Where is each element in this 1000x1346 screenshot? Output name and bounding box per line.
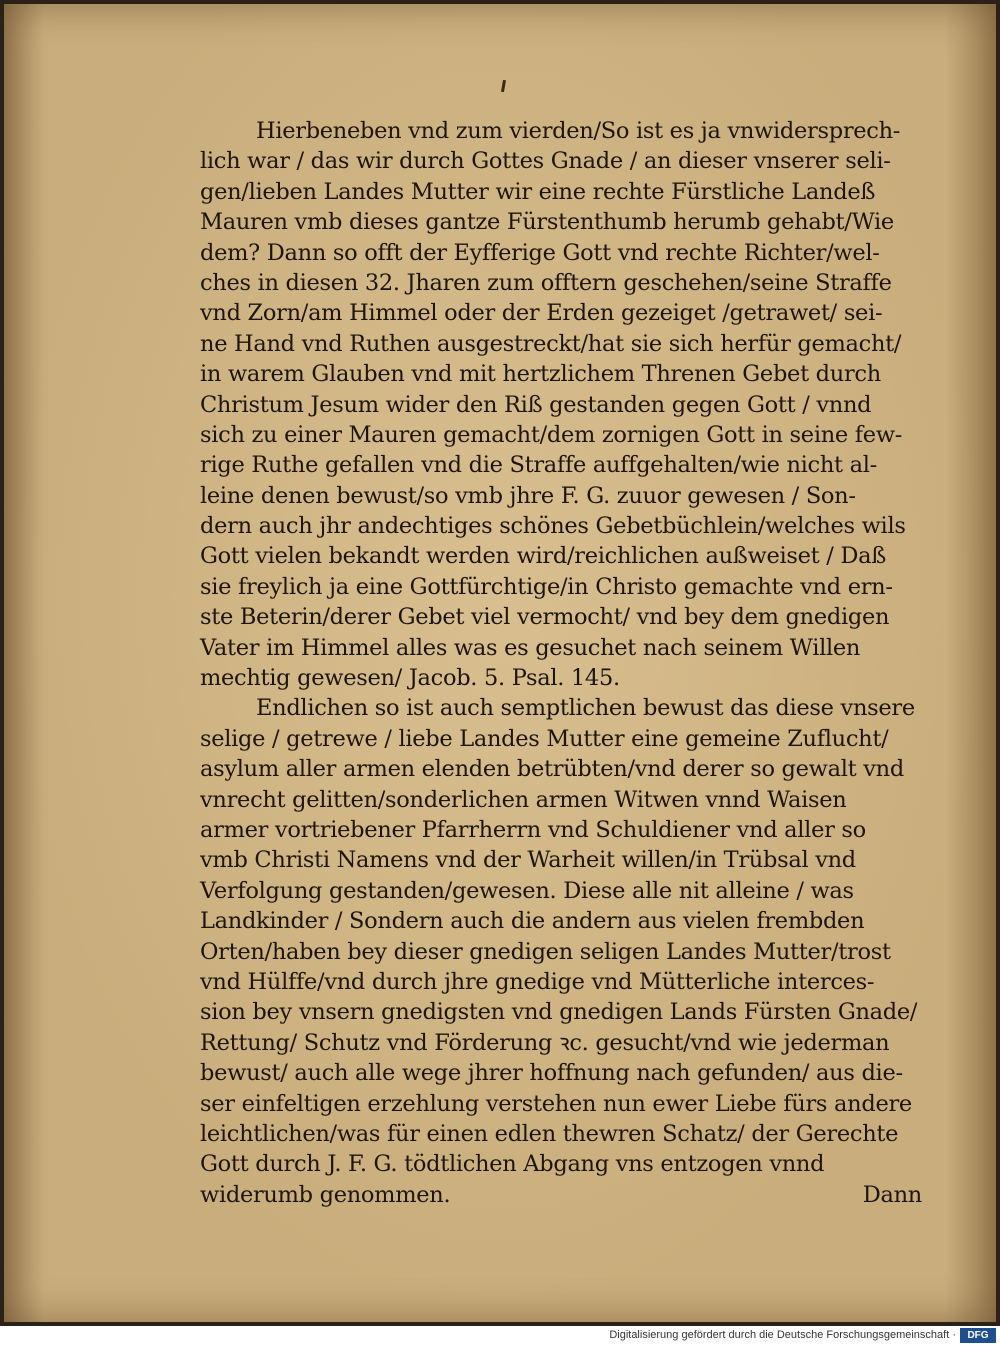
text-line: selige / getrewe / liebe Landes Mutter eine gemeine Zuflucht/	[200, 725, 889, 752]
text-line: Christum Jesum wider den Riß gestanden gegen Gott / vnnd	[200, 391, 872, 418]
text-line: ste Beterin/derer Gebet viel vermocht/ vnd bey dem gnedigen	[200, 604, 890, 631]
text-line: Landkinder / Sondern auch die andern aus vielen frembden	[200, 908, 865, 935]
text-line: vnd Hülffe/vnd durch jhre gnedige vnd Mütterliche interces-	[200, 968, 875, 995]
text-line: ser einfeltigen erzehlung verstehen nun ewer Liebe fürs andere	[200, 1090, 912, 1117]
text-line: sich zu einer Mauren gemacht/dem zornigen Gott in seine few-	[200, 421, 903, 448]
text-line: sion bey vnsern gnedigsten vnd gnedigen Lands Fürsten Gnade/	[200, 999, 918, 1026]
text-line-last	[200, 1180, 926, 1210]
footer-bar	[0, 1326, 1000, 1346]
funding-credit: Digitalisierung gefördert durch die Deutsche Forschungsgemeinschaft ·	[609, 1329, 956, 1341]
text-line: vmb Christi Namens vnd der Warheit willen/in Trübsal vnd	[200, 847, 856, 874]
text-line: Vater im Himmel alles was es gesuchet nach seinem Willen	[200, 634, 861, 661]
text-line: vnd Zorn/am Himmel oder der Erden gezeiget /getrawet/ sei-	[200, 300, 883, 327]
book-page	[4, 4, 996, 1322]
text-line: bewust/ auch alle wege jhrer hoffnung nach gefunden/ aus die-	[200, 1060, 903, 1087]
text-line: gen/lieben Landes Mutter wir eine rechte Fürstliche Landeß	[200, 178, 876, 205]
text-line: leichtlichen/was für einen edlen thewren Schatz/ der Gerechte	[200, 1120, 899, 1147]
text-line: lich war / das wir durch Gottes Gnade / an dieser vnserer seli-	[200, 148, 891, 175]
text-line: mechtig gewesen/ Jacob. 5. Psal. 145.	[200, 665, 620, 692]
text-line: Verfolgung gestanden/gewesen. Diese alle nit alleine / was	[200, 877, 854, 904]
text-line: dem? Dann so offt der Eyfferige Gott vnd rechte Richter/wel-	[200, 239, 880, 266]
text-line: leine denen bewust/so vmb jhre F. G. zuuor gewesen / Son-	[200, 482, 856, 509]
text-line: rige Ruthe gefallen vnd die Straffe auffgehalten/wie nicht al-	[200, 452, 877, 479]
text-line: ches in diesen 32. Jharen zum offtern geschehen/seine Straffe	[200, 269, 892, 296]
text-line: Hierbeneben vnd zum vierden/So ist es ja vnwidersprech-	[256, 118, 901, 144]
text-line: sie freylich ja eine Gottfürchtige/in Christo gemachte vnd ern-	[200, 573, 893, 600]
text-line: armer vortriebener Pfarrherrn vnd Schuldiener vnd aller so	[200, 816, 866, 843]
text-line: Gott durch J. F. G. tödtlichen Abgang vns entzogen vnnd	[200, 1151, 825, 1178]
text-line: in warem Glauben vnd mit hertzlichem Threnen Gebet durch	[200, 361, 881, 388]
text-line: vnrecht gelitten/sonderlichen armen Witwen vnnd Waisen	[200, 786, 847, 813]
text-line: Endlichen so ist auch semptlichen bewust das diese vnsere	[256, 695, 915, 722]
text-line: ne Hand vnd Ruthen ausgestreckt/hat sie sich herfür gemacht/	[200, 330, 902, 357]
text-line: Orten/haben bey dieser gnedigen seligen Landes Mutter/trost	[200, 938, 891, 965]
text-line: Rettung/ Schutz vnd Förderung ꝛc. gesucht/vnd wie jederman	[200, 1029, 890, 1056]
catchword: Dann	[862, 1181, 922, 1208]
text-line: Mauren vmb dieses gantze Fürstenthumb herumb gehabt/Wie	[200, 209, 894, 236]
page-mark	[501, 80, 506, 92]
dfg-logo: DFG	[960, 1328, 996, 1343]
text-line: Gott vielen bekandt werden wird/reichlichen außweiset / Daß	[200, 543, 886, 570]
body-text	[200, 116, 926, 1210]
text-line-last-content: widerumb genommen.	[200, 1181, 451, 1208]
text-line: asylum aller armen elenden betrübten/vnd derer so gewalt vnd	[200, 756, 904, 783]
text-line: dern auch jhr andechtiges schönes Gebetbüchlein/welches wils	[200, 513, 906, 540]
